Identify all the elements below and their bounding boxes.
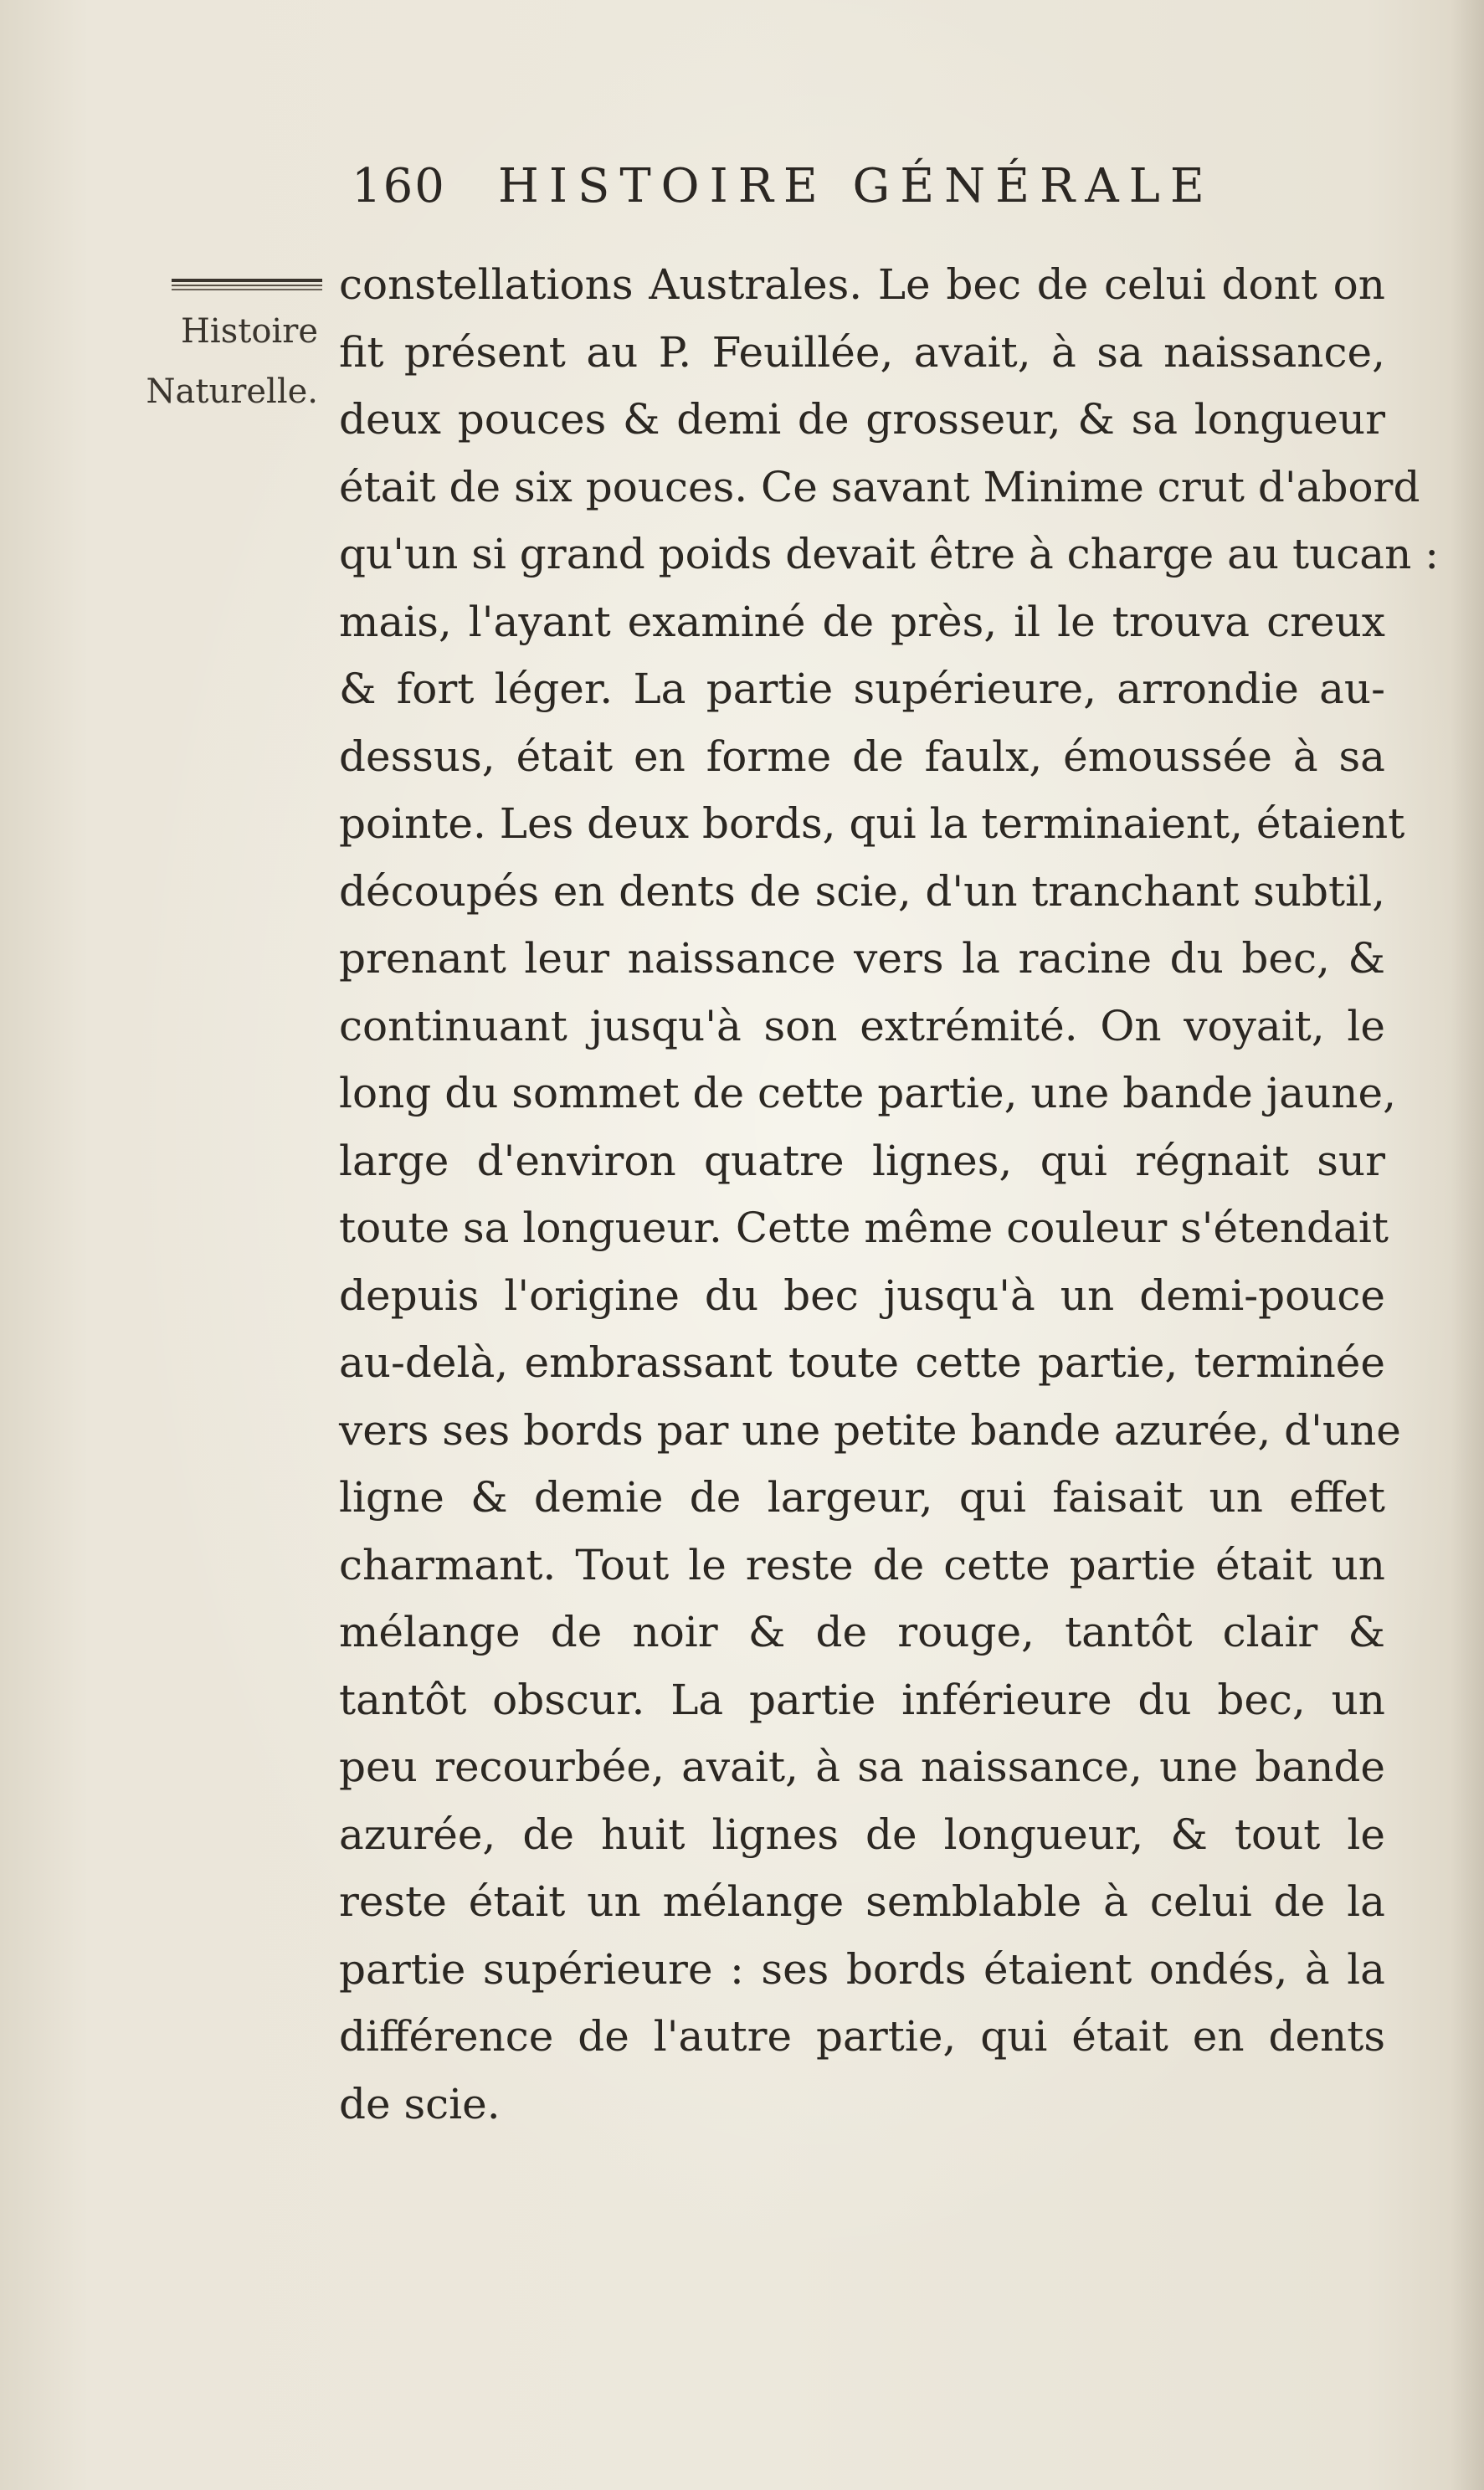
margin-note-line: Histoire xyxy=(181,312,318,351)
text-line: partie supérieure : ses bords étaient ondés, à la xyxy=(339,1944,1385,1994)
text-line: azurée, de huit lignes de longueur, & tout le xyxy=(339,1810,1385,1859)
margin-rule xyxy=(172,279,322,290)
text-line: continuant jusqu'à son extrémité. On voyait, le xyxy=(339,1001,1385,1050)
text-line: depuis l'origine du bec jusqu'à un demi-pouce xyxy=(339,1271,1385,1320)
text-line: au-delà, embrassant toute cette partie, terminée xyxy=(339,1338,1385,1387)
text-line: ligne & demie de largeur, qui faisait un effet xyxy=(339,1473,1385,1522)
text-line: dessus, était en forme de faulx, émoussée à sa xyxy=(339,732,1385,781)
running-title: HISTOIRE GÉNÉRALE xyxy=(498,159,1214,213)
text-line: & fort léger. La partie supérieure, arrondie au- xyxy=(339,665,1385,713)
margin-rule-line xyxy=(172,285,322,286)
page-number: 160 xyxy=(352,159,446,213)
text-line: découpés en dents de scie, d'un tranchant subtil, xyxy=(339,866,1385,916)
margin-note-line: Naturelle. xyxy=(146,372,318,411)
text-line: de scie. xyxy=(339,2079,501,2128)
text-line: mais, l'ayant examiné de près, il le trouva creux xyxy=(339,597,1385,646)
text-line: mélange de noir & de rouge, tantôt clair & xyxy=(339,1608,1385,1656)
margin-rule-line xyxy=(172,279,322,282)
text-line: prenant leur naissance vers la racine du bec, & xyxy=(339,934,1385,983)
page-header xyxy=(352,159,1381,226)
text-line: large d'environ quatre lignes, qui régnait sur xyxy=(339,1136,1385,1185)
margin-note xyxy=(126,301,318,422)
text-line: fit présent au P. Feuillée, avait, à sa naissance, xyxy=(339,327,1385,377)
margin-rule-line xyxy=(172,289,322,290)
text-line: charmant. Tout le reste de cette partie était un xyxy=(339,1540,1385,1589)
text-line: toute sa longueur. Cette même couleur s'étendait xyxy=(339,1204,1389,1252)
text-line: long du sommet de cette partie, une bande jaune, xyxy=(339,1069,1396,1117)
body-text xyxy=(339,251,1440,2138)
text-line: qu'un si grand poids devait être à charge au tucan : xyxy=(339,530,1440,578)
text-line: peu recourbée, avait, à sa naissance, une bande xyxy=(339,1743,1385,1791)
text-line: vers ses bords par une petite bande azurée, d'une xyxy=(339,1405,1401,1455)
text-line: pointe. Les deux bords, qui la terminaient, étaient xyxy=(339,799,1405,848)
text-line: différence de l'autre partie, qui était en dents xyxy=(339,2012,1385,2061)
text-line: constellations Australes. Le bec de celui dont on xyxy=(339,260,1385,309)
text-line: reste était un mélange semblable à celui de la xyxy=(339,1877,1385,1926)
text-line: deux pouces & demi de grosseur, & sa longueur xyxy=(339,395,1385,444)
text-line: tantôt obscur. La partie inférieure du bec, un xyxy=(339,1675,1385,1724)
text-line: était de six pouces. Ce savant Minime crut d'abord xyxy=(339,462,1420,511)
